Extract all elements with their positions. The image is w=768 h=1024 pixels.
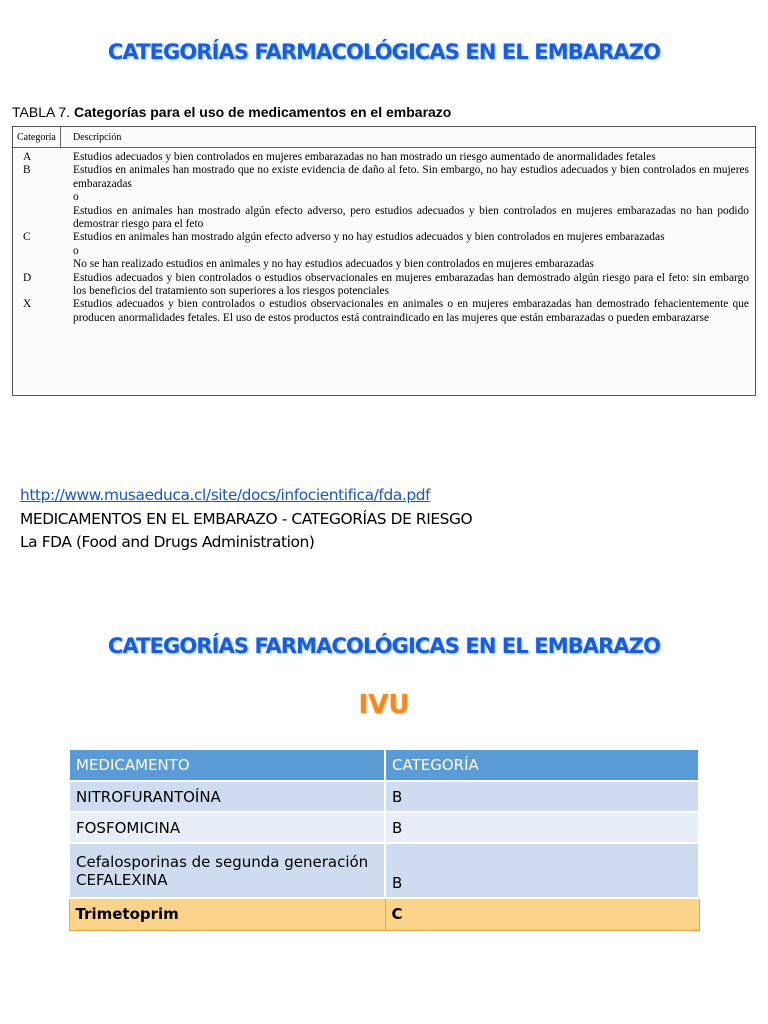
tabla-desc-line: Estudios adecuados y bien controlados en mujeres embarazadas no han mostrado un riesgo aumentado de anormalidades fetales <box>73 151 656 163</box>
medication-name: Trimetoprim <box>69 898 385 930</box>
tabla-desc <box>73 151 755 164</box>
table-row <box>69 781 699 812</box>
tabla-cat: B <box>23 164 31 177</box>
section-title: CATEGORÍAS FARMACOLÓGICAS EN EL EMBARAZO <box>107 634 661 658</box>
table-row <box>69 843 699 898</box>
tabla-row-a <box>13 151 755 164</box>
table-row-highlighted <box>69 898 699 930</box>
tabla-desc-or: o <box>73 244 79 257</box>
source-link[interactable]: http://www.musaeduca.cl/site/docs/infocientifica/fda.pdf <box>20 486 431 504</box>
header-categoria: CATEGORÍA <box>385 749 699 781</box>
tabla-desc-line: No se han realizado estudios en animales y no hay estudios adecuados y bien controlados en mujeres embarazadas <box>73 258 594 271</box>
medication-category: B <box>385 812 699 843</box>
tabla-desc <box>73 272 755 299</box>
page-title: CATEGORÍAS FARMACOLÓGICAS EN EL EMBARAZO <box>107 40 661 64</box>
tabla-cat: A <box>23 151 32 163</box>
tabla-header-categoria: Categoría <box>13 127 61 147</box>
medication-table <box>68 748 700 931</box>
tabla-header-descripcion: Descripción <box>73 131 122 143</box>
tabla-desc-line: Estudios adecuados y bien controlados o estudios observacionales en animales o en mujeres embarazadas han demostrado fehacientemente que producen anormalidades fetales. El uso de estos productos está contraindicado en las mujeres que están embarazadas o pueden embarazarse <box>73 298 749 324</box>
tabla-desc <box>73 231 755 271</box>
tabla-cat: C <box>23 231 31 244</box>
source-org: La FDA (Food and Drugs Administration) <box>20 533 315 551</box>
medication-name <box>69 843 385 898</box>
tabla-row-c <box>13 231 755 271</box>
tabla-body <box>13 148 755 325</box>
table-row <box>69 812 699 843</box>
tabla-caption <box>12 104 451 120</box>
medication-category: B <box>385 781 699 812</box>
medication-name: NITROFURANTOÍNA <box>69 781 385 812</box>
tabla-header <box>13 127 755 148</box>
medication-table-header <box>69 749 699 781</box>
tabla-desc <box>73 298 755 325</box>
tabla-desc <box>73 164 755 231</box>
tabla-desc-line: Estudios en animales han mostrado algún efecto adverso y no hay estudios adecuados y bien controlados en mujeres embarazadas <box>73 231 665 244</box>
tabla-row-x <box>13 298 755 325</box>
tabla-caption-text: Categorías para el uso de medicamentos en el embarazo <box>70 104 452 120</box>
tabla-desc-or: o <box>73 191 79 204</box>
header-medicamento: MEDICAMENTO <box>69 749 385 781</box>
tabla-caption-prefix: TABLA 7. <box>12 104 71 120</box>
source-title: MEDICAMENTOS EN EL EMBARAZO - CATEGORÍAS DE RIESGO <box>20 510 473 528</box>
medication-name-line1: Cefalosporinas de segunda generación <box>76 852 369 871</box>
medication-name: FOSFOMICINA <box>69 812 385 843</box>
medication-category: B <box>385 843 699 898</box>
tabla-cat: D <box>23 271 32 284</box>
ivu-heading: IVU <box>358 690 410 720</box>
tabla-row-d <box>13 272 755 299</box>
tabla-categorias-image <box>12 126 756 396</box>
tabla-desc-line: Estudios en animales han mostrado que no existe evidencia de daño al feto. Sin embargo, no hay estudios adecuados y bien controlados en mujeres embarazadas <box>73 164 749 190</box>
tabla-cat: X <box>23 298 32 311</box>
tabla-row-b <box>13 164 755 231</box>
medication-category: C <box>385 898 699 930</box>
medication-name-line2: CEFALEXINA <box>76 870 168 889</box>
tabla-desc-line: Estudios adecuados y bien controlados o estudios observacionales en mujeres embarazadas han demostrado algún riesgo para el feto: sin embargo los beneficios del tratamiento son superiores a los riesgos potenciales <box>73 271 749 298</box>
tabla-desc-line: Estudios en animales han mostrado algún efecto adverso, pero estudios adecuados y bien controlados en mujeres embarazadas no han podido demostrar riesgo para el feto <box>73 204 749 231</box>
